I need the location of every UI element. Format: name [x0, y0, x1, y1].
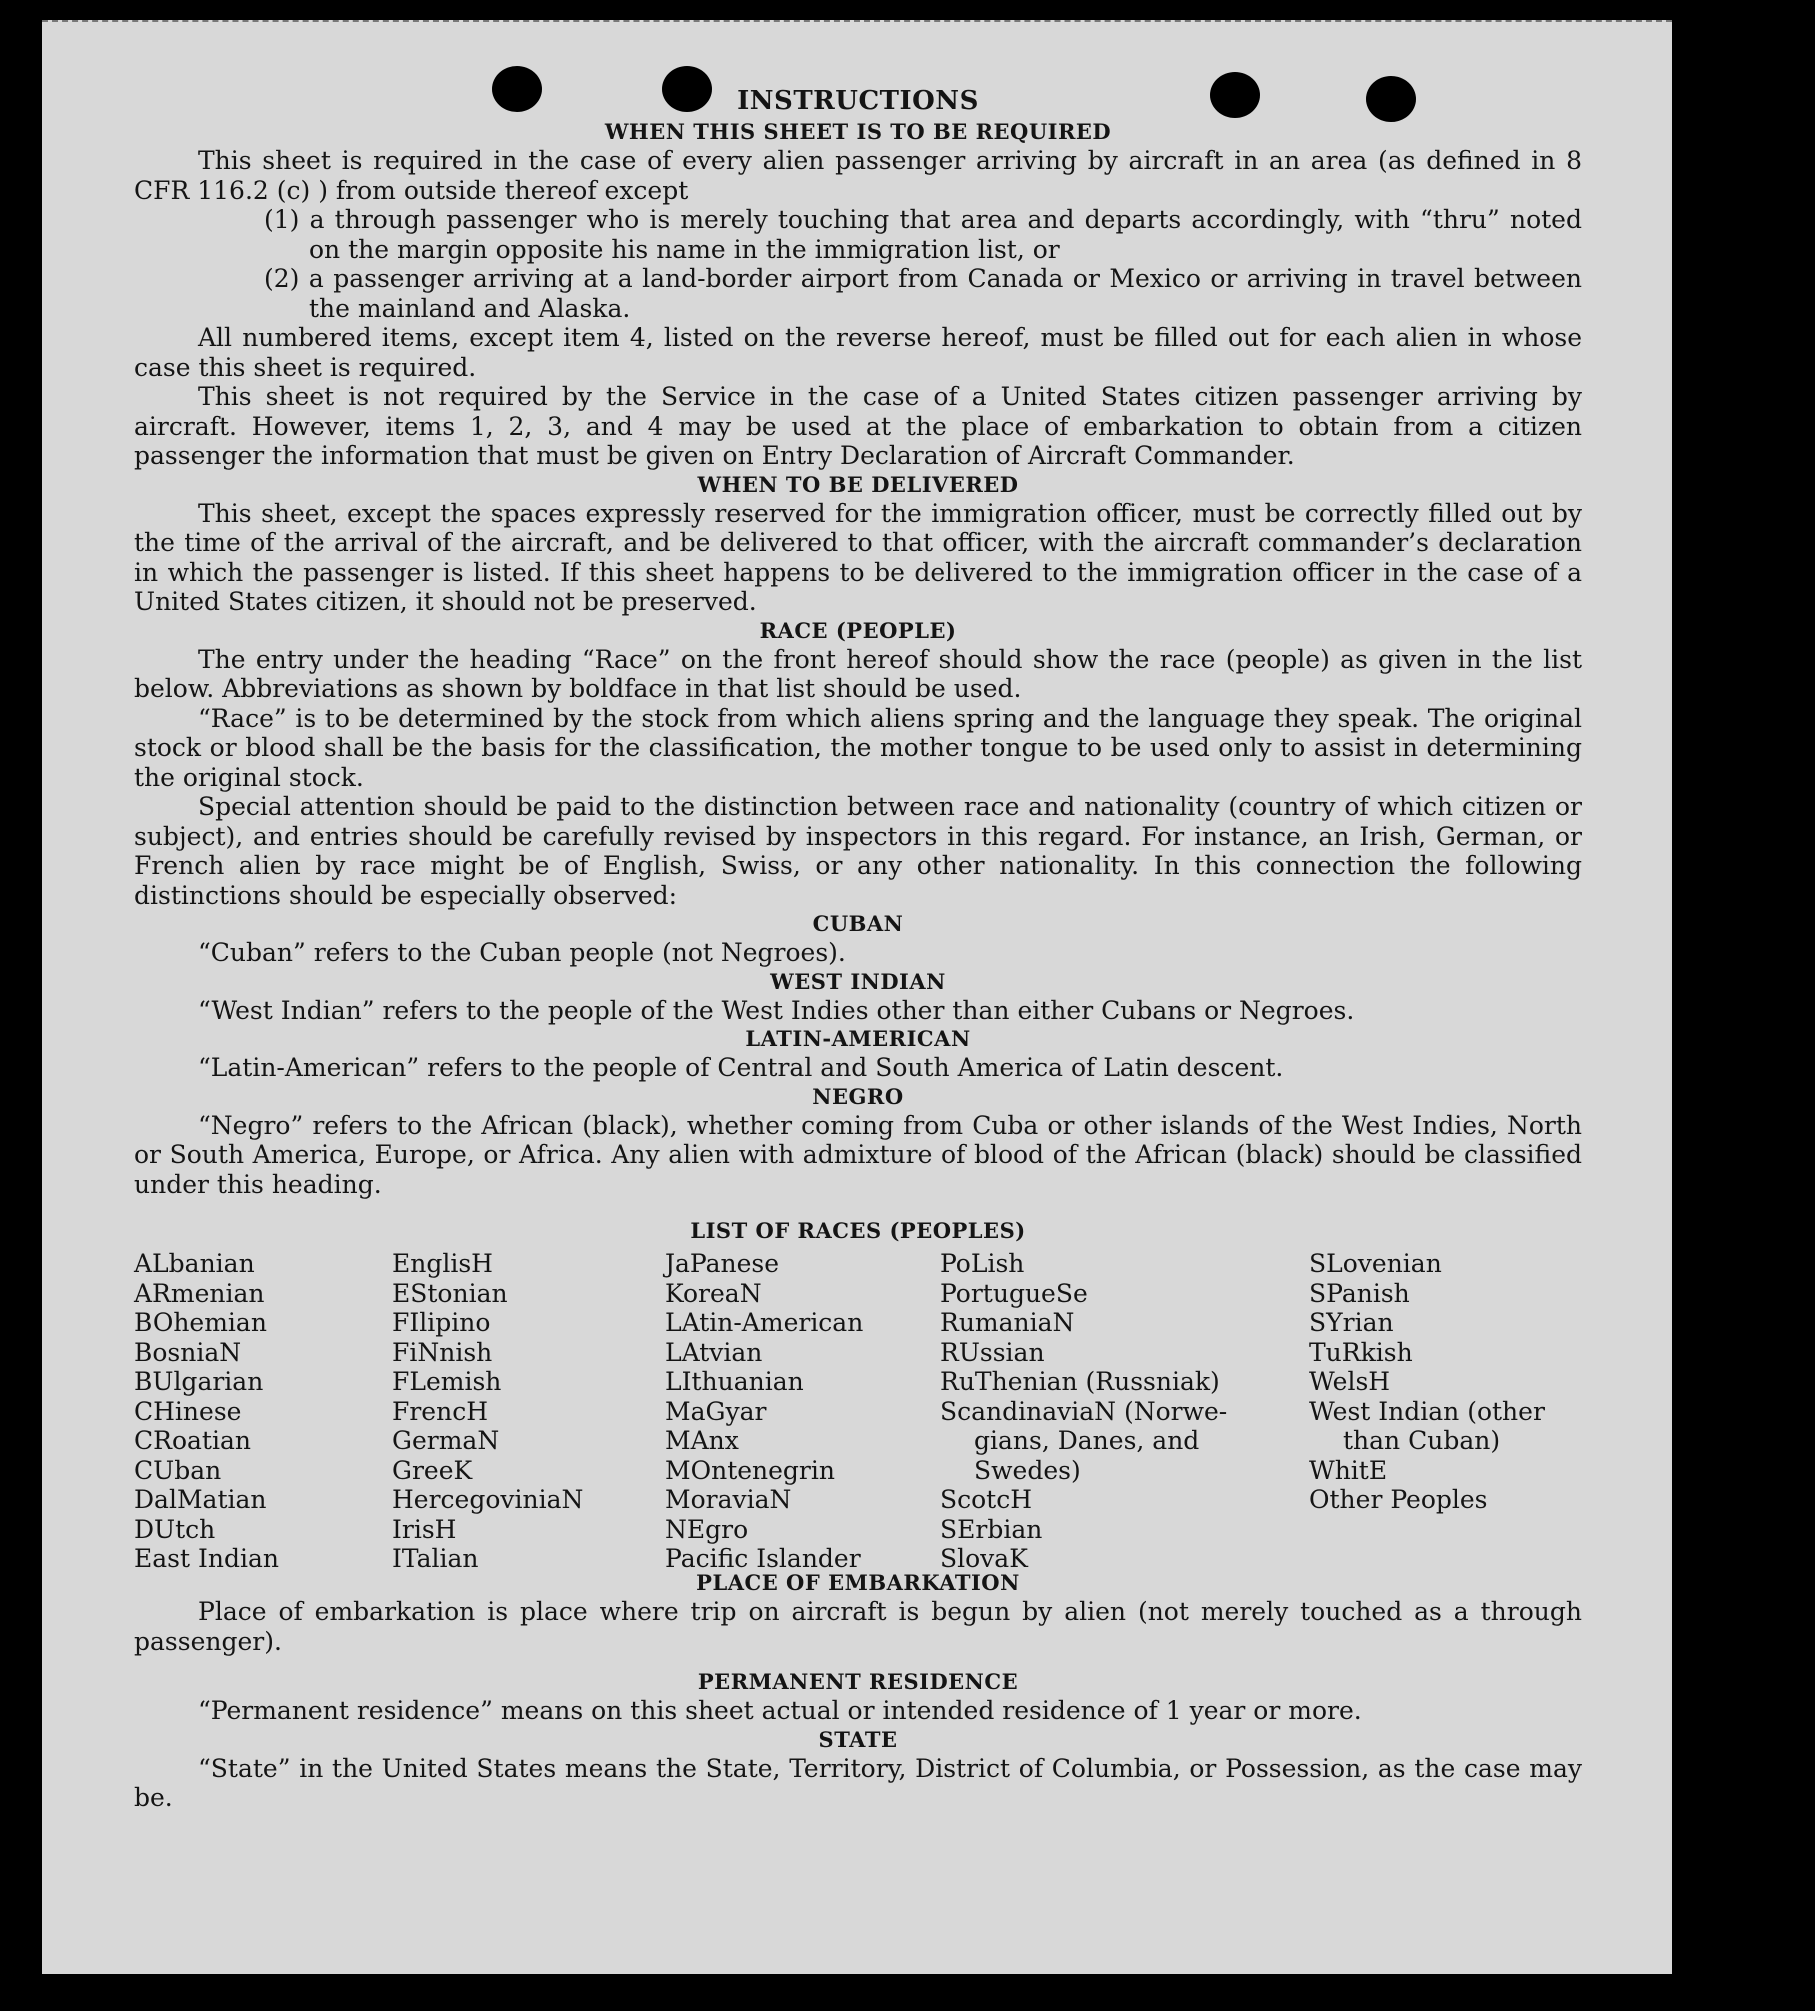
- race-item: NEgro: [665, 1514, 749, 1544]
- race-item: CRoatian: [134, 1426, 251, 1455]
- race-item: MOntenegrin: [665, 1455, 835, 1485]
- section-title-required: WHEN THIS SHEET IS TO BE REQUIRED: [604, 119, 1112, 144]
- race-item: PortugueSe: [940, 1278, 1088, 1308]
- paragraph: All numbered items, except item 4, listed on the reverse hereof, must be filled out for each alien in whose case this sheet is required.: [134, 323, 1582, 382]
- paragraph: “Race” is to be determined by the stock from which aliens spring and the language they speak. The original stock or blood shall be the basis for the classification, the mother tongue to be used only to assist in determining the original stock.: [134, 703, 1582, 792]
- race-item: GermaN: [392, 1426, 500, 1455]
- race-item: BosniaN: [134, 1337, 242, 1367]
- section-title-races-list: LIST OF RACES (PEOPLES): [690, 1218, 1026, 1243]
- race-item: PoLish: [940, 1249, 1025, 1278]
- paragraph: This sheet is not required by the Service in the case of a United States citizen passenger arriving by aircraft. However, items 1, 2, 3, and 4 may be used at the place of embarkation to obtain from a citizen passenger the information that must be given on Entry Declaration of Aircraft Commander.: [134, 382, 1582, 470]
- paragraph: This sheet, except the spaces expressly reserved for the immigration officer, must be correctly filled out by the time of the arrival of the aircraft, and be delivered to that officer, with the aircraft commander’s declaration in which the passenger is listed. If this sheet happens to be delivered to the immigration officer in the case of a United States citizen, it should not be preserved.: [134, 498, 1582, 616]
- race-item: SPanish: [1309, 1278, 1410, 1308]
- section-title-residence: PERMANENT RESIDENCE: [697, 1669, 1019, 1694]
- race-item: GreeK: [392, 1455, 473, 1485]
- race-item: BOhemian: [134, 1308, 267, 1337]
- race-item: DUtch: [134, 1514, 216, 1544]
- race-item: West Indian (other: [1309, 1396, 1545, 1426]
- race-item: BUlgarian: [134, 1367, 264, 1396]
- race-item: FIlipino: [392, 1308, 491, 1337]
- race-item: JaPanese: [665, 1249, 780, 1278]
- race-item: SYrian: [1309, 1308, 1394, 1337]
- race-item: than Cuban): [1343, 1426, 1501, 1455]
- race-item: ScotcH: [940, 1485, 1033, 1514]
- race-item: RumaniaN: [940, 1308, 1075, 1337]
- race-item: FiNnish: [392, 1337, 493, 1367]
- paragraph: “State” in the United States means the State, Territory, District of Columbia, or Possession, as the case may be.: [134, 1753, 1582, 1812]
- races-column-2: [392, 1249, 652, 1574]
- race-item: SErbian: [940, 1514, 1043, 1544]
- race-item: Other Peoples: [1309, 1485, 1488, 1514]
- races-list: [134, 1249, 1582, 1573]
- race-item: EnglisH: [392, 1249, 493, 1278]
- race-item: WelsH: [1309, 1367, 1391, 1396]
- race-item: East Indian: [134, 1544, 279, 1573]
- race-item: RUssian: [940, 1337, 1045, 1367]
- paragraph: Place of embarkation is place where trip on aircraft is begun by alien (not merely touched as a through passenger).: [134, 1597, 1582, 1656]
- race-item: KoreaN: [665, 1278, 762, 1308]
- section-title-race: RACE (PEOPLE): [759, 617, 957, 643]
- paragraph: “Permanent residence” means on this sheet actual or intended residence of 1 year or more.: [198, 1696, 1362, 1725]
- race-item: TuRkish: [1309, 1337, 1413, 1367]
- race-item: Pacific Islander: [665, 1544, 861, 1573]
- paragraph: The entry under the heading “Race” on the front hereof should show the race (people) as given in the list below. Abbreviations as shown by boldface in that list should be used.: [134, 644, 1582, 703]
- section-title-negro: NEGRO: [812, 1083, 904, 1109]
- race-item: MaGyar: [665, 1396, 767, 1426]
- paragraph: This sheet is required in the case of every alien passenger arriving by aircraft in an area (as defined in 8 CFR 116.2 (c) ) from outside thereof except: [134, 146, 1582, 205]
- race-item: Swedes): [974, 1455, 1081, 1485]
- race-item: EStonian: [392, 1278, 508, 1308]
- race-item: gians, Danes, and: [974, 1426, 1200, 1455]
- document-content: [134, 84, 1582, 1813]
- section-title-state: STATE: [818, 1726, 898, 1752]
- race-item: ALbanian: [134, 1249, 255, 1278]
- document-sheet: [42, 20, 1672, 1974]
- section-title-cuban: CUBAN: [812, 911, 904, 936]
- paragraph: “Latin-American” refers to the people of Central and South America of Latin descent.: [198, 1053, 1284, 1082]
- race-item: MoraviaN: [665, 1485, 792, 1514]
- section-title-delivered: WHEN TO BE DELIVERED: [697, 471, 1019, 497]
- list-item: (1) a through passenger who is merely touching that area and departs accordingly, with “thru” noted on the margin opposite his name in the immigration list, or: [264, 205, 1582, 264]
- race-item: CUban: [134, 1455, 222, 1485]
- section-title-embarkation: PLACE OF EMBARKATION: [696, 1570, 1020, 1595]
- paragraph: Special attention should be paid to the distinction between race and nationality (country of which citizen or subject), and entries should be carefully revised by inspectors in this regard. For instance, an Irish, German, or French alien by race might be of English, Swiss, or any other nationality. In this connection the following distinctions should be especially observed:: [134, 792, 1582, 910]
- list-item: (2) a passenger arriving at a land-border airport from Canada or Mexico or arriving in travel between the mainland and Alaska.: [264, 264, 1582, 323]
- races-column-3: [665, 1249, 935, 1574]
- race-item: ARmenian: [134, 1278, 265, 1308]
- race-item: SlovaK: [940, 1544, 1028, 1573]
- race-item: ScandinaviaN (Norwe-: [940, 1396, 1228, 1426]
- race-item: ITalian: [392, 1544, 479, 1573]
- race-item: LAtin-American: [665, 1308, 864, 1337]
- paragraph: “West Indian” refers to the people of the West Indies other than either Cubans or Negroes.: [198, 995, 1355, 1025]
- race-item: FLemish: [392, 1367, 502, 1396]
- races-column-4: [940, 1249, 1260, 1574]
- race-item: RuThenian (Russniak): [940, 1367, 1220, 1396]
- page-heading: INSTRUCTIONS: [737, 86, 979, 116]
- race-item: IrisH: [392, 1514, 457, 1544]
- race-item: CHinese: [134, 1396, 242, 1426]
- section-title-latin-american: LATIN-AMERICAN: [745, 1026, 971, 1051]
- race-item: LAtvian: [665, 1337, 763, 1367]
- race-item: LIthuanian: [665, 1367, 804, 1396]
- race-item: SLovenian: [1309, 1249, 1442, 1278]
- races-column-1: [134, 1249, 384, 1574]
- races-column-5: [1309, 1249, 1594, 1515]
- section-title-west-indian: WEST INDIAN: [770, 968, 946, 994]
- race-item: FrencH: [392, 1396, 488, 1426]
- race-item: MAnx: [665, 1426, 739, 1455]
- paragraph: “Negro” refers to the African (black), whether coming from Cuba or other islands of the West Indies, North or South America, Europe, or Africa. Any alien with admixture of blood of the African (black) should be classified under this heading.: [134, 1110, 1582, 1199]
- race-item: WhitE: [1309, 1455, 1388, 1485]
- race-item: DalMatian: [134, 1485, 267, 1514]
- race-item: HercegoviniaN: [392, 1485, 584, 1514]
- paragraph: “Cuban” refers to the Cuban people (not Negroes).: [198, 938, 846, 967]
